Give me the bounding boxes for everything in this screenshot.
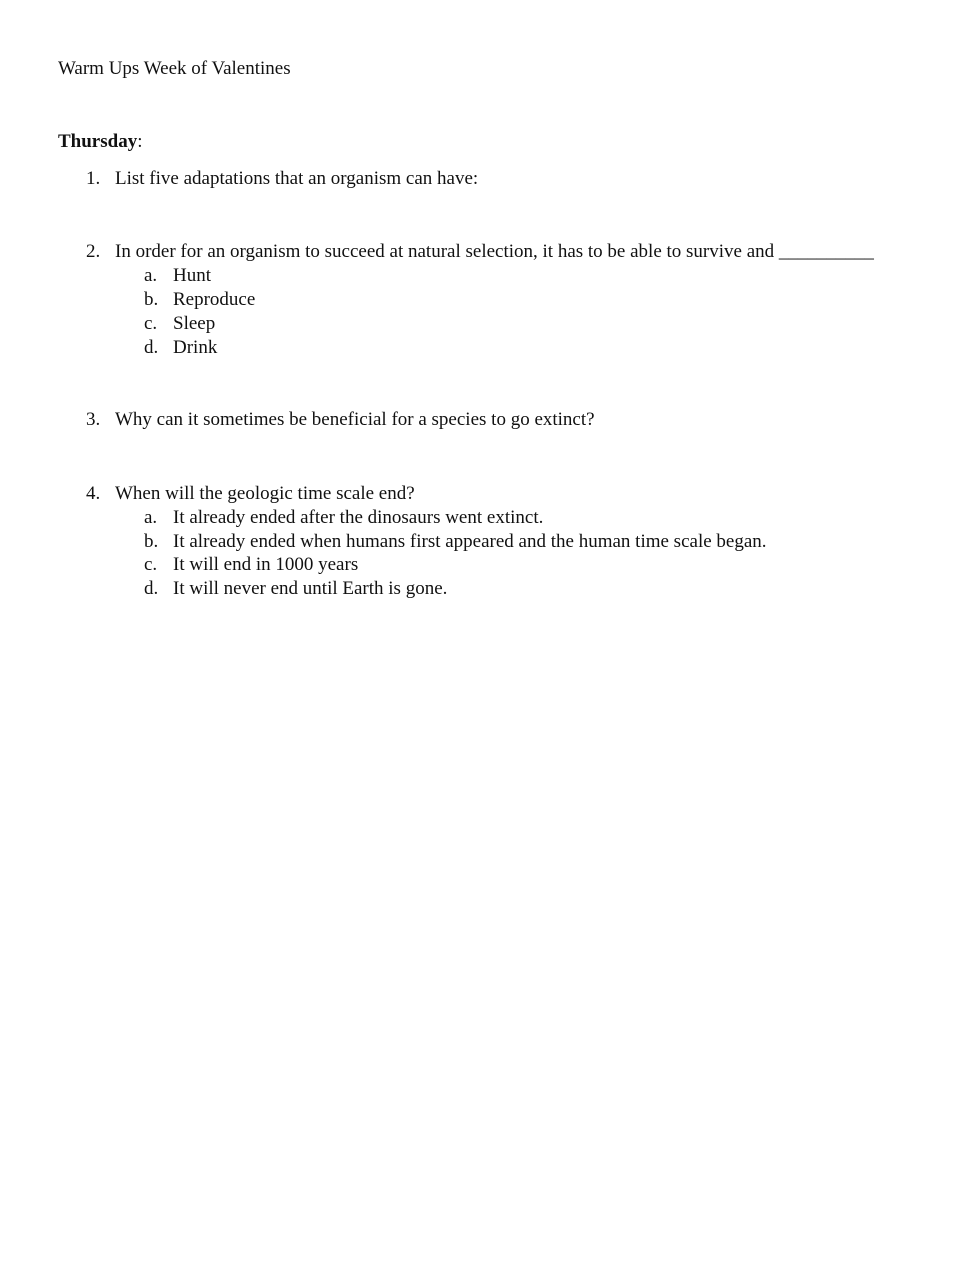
document-title: Warm Ups Week of Valentines bbox=[58, 58, 291, 79]
option-text: It will never end until Earth is gone. bbox=[173, 578, 448, 599]
option-letter: b. bbox=[144, 531, 159, 552]
question-text: When will the geologic time scale end? bbox=[115, 483, 415, 504]
day-label: Thursday bbox=[58, 131, 138, 152]
option-letter: c. bbox=[144, 313, 158, 334]
option-letter: b. bbox=[144, 289, 159, 310]
option-letter: d. bbox=[144, 337, 159, 358]
question-text: List five adaptations that an organism can have: bbox=[115, 168, 479, 189]
option-text: It already ended after the dinosaurs went extinct. bbox=[173, 507, 544, 528]
option-letter: a. bbox=[144, 265, 158, 286]
option-text: Sleep bbox=[173, 313, 216, 334]
option-letter: d. bbox=[144, 578, 159, 599]
question-number: 4. bbox=[86, 483, 101, 504]
option-text: Hunt bbox=[173, 265, 211, 286]
option-text: It already ended when humans first appeared and the human time scale began. bbox=[173, 531, 767, 552]
day-suffix: : bbox=[137, 131, 143, 152]
day-heading bbox=[58, 130, 142, 154]
option-letter: a. bbox=[144, 507, 158, 528]
question-number: 2. bbox=[86, 241, 101, 262]
question-number: 1. bbox=[86, 168, 101, 189]
option-text: Drink bbox=[173, 337, 218, 358]
question-text: Why can it sometimes be beneficial for a species to go extinct? bbox=[115, 409, 595, 430]
option-text: Reproduce bbox=[173, 289, 256, 310]
question-number: 3. bbox=[86, 409, 101, 430]
question-text: In order for an organism to succeed at natural selection, it has to be able to survive and __________ bbox=[115, 241, 874, 262]
option-letter: c. bbox=[144, 554, 158, 575]
option-text: It will end in 1000 years bbox=[173, 554, 359, 575]
